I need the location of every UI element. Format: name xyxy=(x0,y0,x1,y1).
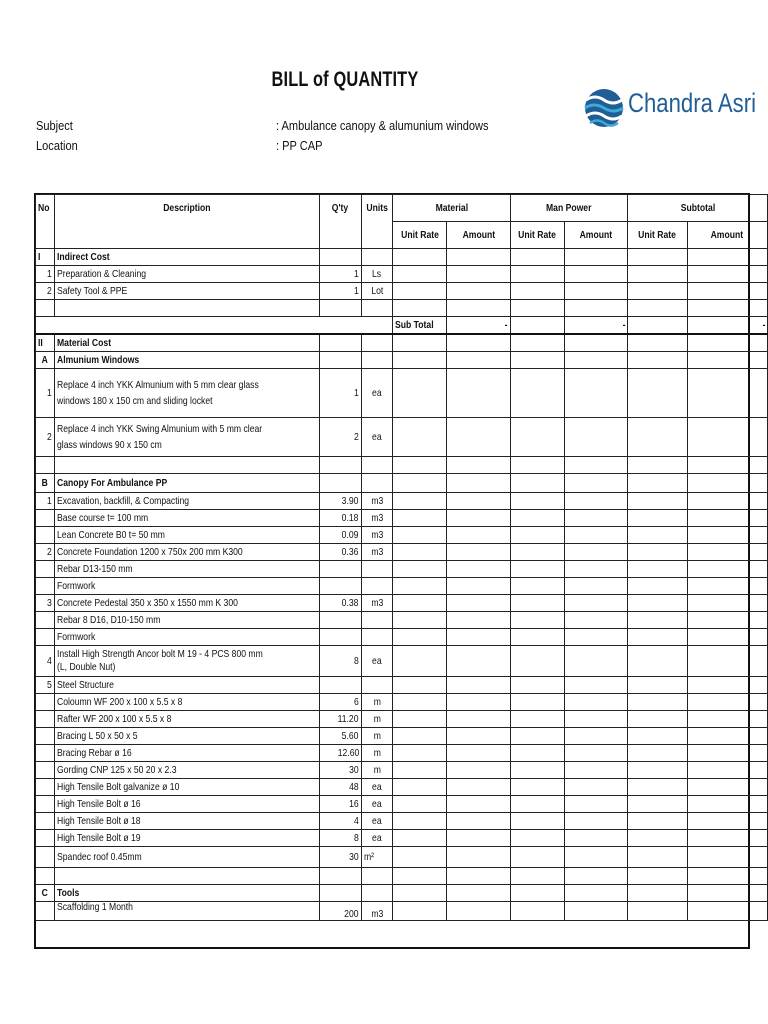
section-no: I xyxy=(36,249,55,266)
header-qty: Q'ty xyxy=(320,195,362,249)
header-no: No xyxy=(36,195,55,249)
header-manpower-unit-rate: Unit Rate xyxy=(510,222,564,249)
table-row: Rebar 8 D16, D10-150 mm xyxy=(36,612,768,629)
table-row: Lean Concrete B0 t= 50 mm 0.09 m3 xyxy=(36,527,768,544)
header-subtotal-unit-rate: Unit Rate xyxy=(628,222,687,249)
subsection-row: C Tools xyxy=(36,885,768,902)
header-description: Description xyxy=(55,195,320,249)
table-row: 1 Replace 4 inch YKK Almunium with 5 mm clear glass windows 180 x 150 cm and sliding locket 1 ea xyxy=(36,369,768,418)
header-material: Material xyxy=(393,195,511,222)
table-row: Formwork xyxy=(36,629,768,646)
boq-table xyxy=(35,194,768,921)
table-row: High Tensile Bolt ø 18 4 ea xyxy=(36,813,768,830)
table-row: 1 Preparation & Cleaning 1 Ls xyxy=(36,266,768,283)
table-row: High Tensile Bolt ø 16 16 ea xyxy=(36,796,768,813)
table-row: Gording CNP 125 x 50 20 x 2.3 30 m xyxy=(36,762,768,779)
location-label: Location xyxy=(36,138,78,153)
subtotal-total: - xyxy=(687,317,767,335)
subject-label: Subject xyxy=(36,118,73,133)
table-row: Bracing L 50 x 50 x 5 5.60 m xyxy=(36,728,768,745)
section-label: Indirect Cost xyxy=(55,249,320,266)
table-row: High Tensile Bolt galvanize ø 10 48 ea xyxy=(36,779,768,796)
header-material-amount: Amount xyxy=(447,222,510,249)
table-row: 3 Concrete Pedestal 350 x 350 x 1550 mm K 300 0.38 m3 xyxy=(36,595,768,612)
table-row: Formwork xyxy=(36,578,768,595)
header-units: Units xyxy=(361,195,392,249)
table-row: Rebar D13-150 mm xyxy=(36,561,768,578)
table-row: 4 Install High Strength Ancor bolt M 19 - 4 PCS 800 mm (L, Double Nut) 8 ea xyxy=(36,646,768,677)
header-man-power: Man Power xyxy=(510,195,627,222)
header-material-unit-rate: Unit Rate xyxy=(393,222,447,249)
table-row: Scaffolding 1 Month 200 m3 xyxy=(36,902,768,921)
location-value: : PP CAP xyxy=(276,138,323,153)
subsection-row: A Almunium Windows xyxy=(36,352,768,369)
section-row xyxy=(36,249,768,266)
subtotal-row xyxy=(36,317,768,335)
table-row: 2 Replace 4 inch YKK Swing Almunium with 5 mm clear glass windows 90 x 150 cm 2 ea xyxy=(36,418,768,457)
table-row: 1 Excavation, backfill, & Compacting 3.90 m3 xyxy=(36,493,768,510)
table-row: Rafter WF 200 x 100 x 5.5 x 8 11.20 m xyxy=(36,711,768,728)
header-manpower-amount: Amount xyxy=(564,222,627,249)
logo-text: Chandra Asri xyxy=(628,88,756,118)
table-row: 2 Safety Tool & PPE 1 Lot xyxy=(36,283,768,300)
subject-value: : Ambulance canopy & alumunium windows xyxy=(276,118,489,133)
table-row: High Tensile Bolt ø 19 8 ea xyxy=(36,830,768,847)
table-row: Base course t= 100 mm 0.18 m3 xyxy=(36,510,768,527)
table-row: 5 Steel Structure xyxy=(36,677,768,694)
table-row: Spandec roof 0.45mm 30 m² xyxy=(36,847,768,868)
blank-row xyxy=(36,868,768,885)
header-subtotal: Subtotal xyxy=(628,195,768,222)
document-title: BILL of QUANTITY xyxy=(271,68,419,91)
table-row: Coloumn WF 200 x 100 x 5.5 x 8 6 m xyxy=(36,694,768,711)
table-row: Bracing Rebar ø 16 12.60 m xyxy=(36,745,768,762)
section-row: II Material Cost xyxy=(36,334,768,352)
blank-row xyxy=(36,457,768,474)
blank-row xyxy=(36,300,768,317)
table-row: 2 Concrete Foundation 1200 x 750x 200 mm K300 0.36 m3 xyxy=(36,544,768,561)
subtotal-material: - xyxy=(447,317,510,335)
header-subtotal-amount: Amount xyxy=(687,222,767,249)
subtotal-manpower: - xyxy=(564,317,627,335)
subsection-row: B Canopy For Ambulance PP xyxy=(36,474,768,493)
subtotal-label: Sub Total xyxy=(393,317,447,335)
